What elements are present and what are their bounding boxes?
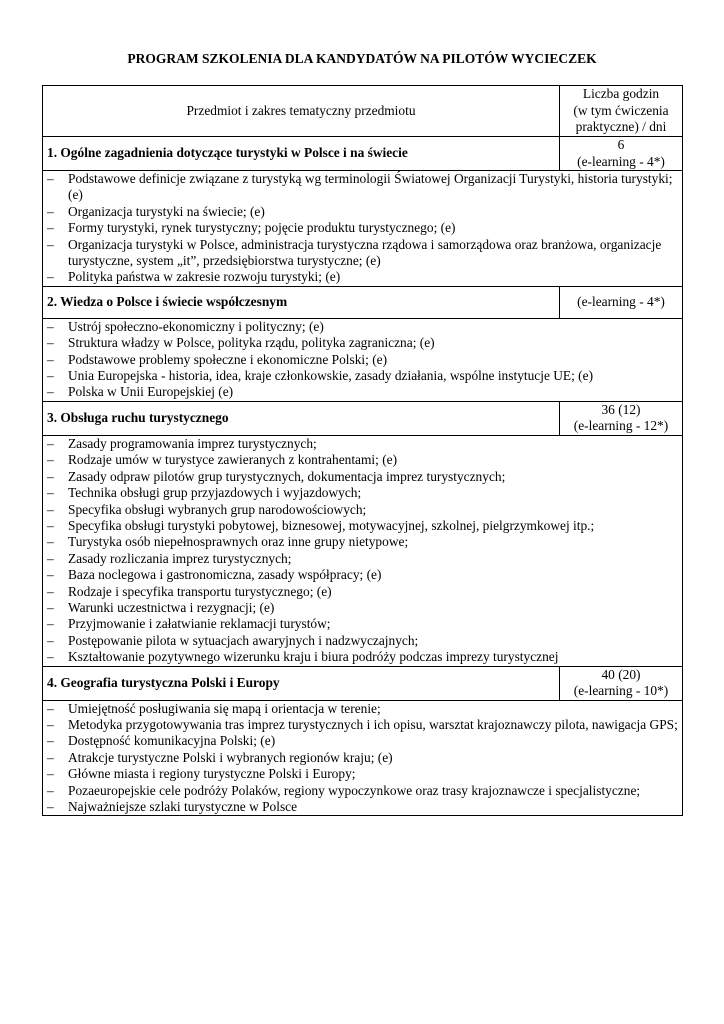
bullet-dash: – (47, 435, 54, 451)
bullet-dash: – (47, 632, 54, 648)
topic-text: Metodyka przygotowywania tras imprez turystycznych i ich opisu, warsztat krajoznawczy pilota, nawigacja GPS; (68, 716, 678, 732)
topic-text: Kształtowanie pozytywnego wizerunku kraju i biura podróży podczas imprezy turystycznej (68, 649, 559, 665)
list-item (47, 616, 678, 632)
topic-list (47, 319, 678, 401)
bullet-dash: – (47, 468, 54, 484)
bullet-dash: – (47, 220, 54, 236)
section-items-row-1 (43, 171, 683, 287)
section-row-3 (43, 401, 683, 435)
topic-text: Organizacja turystyki na świecie; (e) (68, 203, 265, 219)
section-hours (560, 286, 683, 318)
section-hours-line: (e-learning - 4*) (577, 153, 665, 169)
list-item (47, 717, 678, 733)
bullet-dash: – (47, 799, 54, 814)
topic-list (47, 701, 678, 816)
bullet-dash: – (47, 599, 54, 615)
bullet-dash: – (47, 485, 54, 501)
section-items (43, 700, 683, 816)
list-item (47, 766, 678, 782)
list-item (47, 319, 678, 335)
topic-text: Polityka państwa w zakresie rozwoju turystyki; (e) (68, 269, 341, 285)
table-header-row (43, 86, 683, 137)
bullet-dash: – (47, 649, 54, 665)
topic-text: Rodzaje i specyfika transportu turystycznego; (e) (68, 583, 332, 599)
bullet-dash: – (47, 335, 54, 351)
list-item (47, 534, 678, 550)
topic-text: Specyfika obsługi turystyki pobytowej, biznesowej, motywacyjnej, szkolnej, pielgrzymkowej itp.; (68, 517, 595, 533)
topic-list (47, 436, 678, 666)
section-title: 2. Wiedza o Polsce i świecie współczesnym (43, 286, 560, 318)
bullet-dash: – (47, 351, 54, 367)
section-hours-line: (e-learning - 4*) (577, 294, 665, 310)
section-title: 1. Ogólne zagadnienia dotyczące turystyki w Polsce i na świecie (43, 137, 560, 171)
bullet-dash: – (47, 616, 54, 632)
section-title: 3. Obsługa ruchu turystycznego (43, 401, 560, 435)
topic-text: Unia Europejska - historia, idea, kraje członkowskie, zasady działania, wspólne instytucje UE; (e) (68, 368, 594, 384)
topic-text: Technika obsługi grup przyjazdowych i wyjazdowych; (68, 485, 362, 501)
list-item (47, 384, 678, 400)
section-hours-line: 36 (12) (601, 401, 641, 417)
topic-text: Przyjmowanie i załatwianie reklamacji turystów; (68, 616, 331, 632)
bullet-dash: – (47, 236, 54, 252)
bullet-dash: – (47, 517, 54, 533)
topic-text: Zasady rozliczania imprez turystycznych; (68, 550, 292, 566)
bullet-dash: – (47, 700, 54, 716)
bullet-dash: – (47, 583, 54, 599)
list-item (47, 452, 678, 468)
section-items (43, 171, 683, 287)
section-row-1 (43, 137, 683, 171)
section-items-row-4 (43, 700, 683, 816)
topic-text: Dostępność komunikacyjna Polski; (e) (68, 733, 276, 749)
list-item (47, 220, 678, 236)
list-item (47, 600, 678, 616)
bullet-dash: – (47, 171, 54, 186)
list-item (47, 518, 678, 534)
header-subject: Przedmiot i zakres tematyczny przedmiotu (43, 86, 560, 137)
bullet-dash: – (47, 269, 54, 285)
section-hours (560, 666, 683, 700)
topic-text: Atrakcje turystyczne Polski i wybranych regionów kraju; (e) (68, 749, 393, 765)
bullet-dash: – (47, 203, 54, 219)
bullet-dash: – (47, 567, 54, 583)
section-items (43, 435, 683, 666)
list-item (47, 436, 678, 452)
list-item (47, 750, 678, 766)
topic-text: Zasady odpraw pilotów grup turystycznych, dokumentacja imprez turystycznych; (68, 468, 506, 484)
bullet-dash: – (47, 368, 54, 384)
header-hours (560, 86, 683, 137)
header-hours-line: (w tym ćwiczenia (573, 102, 669, 118)
list-item (47, 335, 678, 351)
topic-list (47, 171, 678, 286)
list-item (47, 551, 678, 567)
bullet-dash: – (47, 501, 54, 517)
list-item (47, 171, 678, 204)
topic-text: Pozaeuropejskie cele podróży Polaków, regiony wypoczynkowe oraz trasy krajoznawcze i specjalistyczne; (68, 782, 641, 798)
topic-text: Organizacja turystyki w Polsce, administracja turystyczna rządowa i samorządowa oraz branżowa, organizacje turystyczne, system „it”, przedsiębiorstwa turystyczne; (e) (68, 236, 662, 269)
section-items-row-2 (43, 318, 683, 401)
section-hours-line: 40 (20) (601, 666, 641, 682)
list-item (47, 584, 678, 600)
list-item (47, 633, 678, 649)
bullet-dash: – (47, 452, 54, 468)
topic-text: Najważniejsze szlaki turystyczne w Polsce (68, 799, 298, 814)
list-item (47, 269, 678, 285)
section-row-2 (43, 286, 683, 318)
topic-text: Rodzaje umów w turystyce zawieranych z kontrahentami; (e) (68, 452, 398, 468)
section-hours-line: (e-learning - 12*) (573, 418, 669, 434)
list-item (47, 237, 678, 270)
bullet-dash: – (47, 782, 54, 798)
bullet-dash: – (47, 766, 54, 782)
bullet-dash: – (47, 318, 54, 334)
training-program-table (42, 85, 683, 816)
bullet-dash: – (47, 550, 54, 566)
list-item (47, 783, 678, 799)
topic-text: Turystyka osób niepełnosprawnych oraz inne grupy nietypowe; (68, 534, 409, 550)
topic-text: Specyfika obsługi wybranych grup narodowościowych; (68, 501, 367, 517)
topic-text: Ustrój społeczno-ekonomiczny i polityczny; (e) (68, 318, 324, 334)
topic-text: Postępowanie pilota w sytuacjach awaryjnych i nadzwyczajnych; (68, 632, 419, 648)
section-hours (560, 137, 683, 171)
list-item (47, 485, 678, 501)
document-title: PROGRAM SZKOLENIA DLA KANDYDATÓW NA PILOTÓW WYCIECZEK (127, 51, 597, 66)
section-row-4 (43, 666, 683, 700)
list-item (47, 204, 678, 220)
bullet-dash: – (47, 716, 54, 732)
topic-text: Baza noclegowa i gastronomiczna, zasady współpracy; (e) (68, 567, 382, 583)
section-hours-line: 6 (617, 137, 625, 153)
section-hours-line: (e-learning - 10*) (573, 683, 669, 699)
topic-text: Formy turystyki, rynek turystyczny; pojęcie produktu turystycznego; (e) (68, 220, 456, 236)
header-hours-line: Liczba godzin (582, 86, 660, 102)
list-item (47, 368, 678, 384)
topic-text: Główne miasta i regiony turystyczne Polski i Europy; (68, 766, 356, 782)
list-item (47, 567, 678, 583)
topic-text: Struktura władzy w Polsce, polityka rządu, polityka zagraniczna; (e) (68, 335, 435, 351)
topic-text: Polska w Unii Europejskiej (e) (68, 384, 234, 400)
bullet-dash: – (47, 384, 54, 400)
list-item (47, 352, 678, 368)
list-item (47, 701, 678, 717)
list-item (47, 502, 678, 518)
section-title: 4. Geografia turystyczna Polski i Europy (43, 666, 560, 700)
topic-text: Warunki uczestnictwa i rezygnacji; (e) (68, 599, 275, 615)
header-hours-line: praktyczne) / dni (575, 119, 667, 135)
topic-text: Podstawowe definicje związane z turystyką wg terminologii Światowej Organizacji Turystyki, historia turystyki; (e) (68, 171, 673, 203)
section-items-row-3 (43, 435, 683, 666)
section-items (43, 318, 683, 401)
section-hours (560, 401, 683, 435)
list-item (47, 733, 678, 749)
list-item (47, 649, 678, 665)
bullet-dash: – (47, 749, 54, 765)
topic-text: Zasady programowania imprez turystycznych; (68, 435, 317, 451)
list-item (47, 469, 678, 485)
bullet-dash: – (47, 733, 54, 749)
bullet-dash: – (47, 534, 54, 550)
topic-text: Podstawowe problemy społeczne i ekonomiczne Polski; (e) (68, 351, 388, 367)
list-item (47, 799, 678, 815)
topic-text: Umiejętność posługiwania się mapą i orientacja w terenie; (68, 700, 381, 716)
